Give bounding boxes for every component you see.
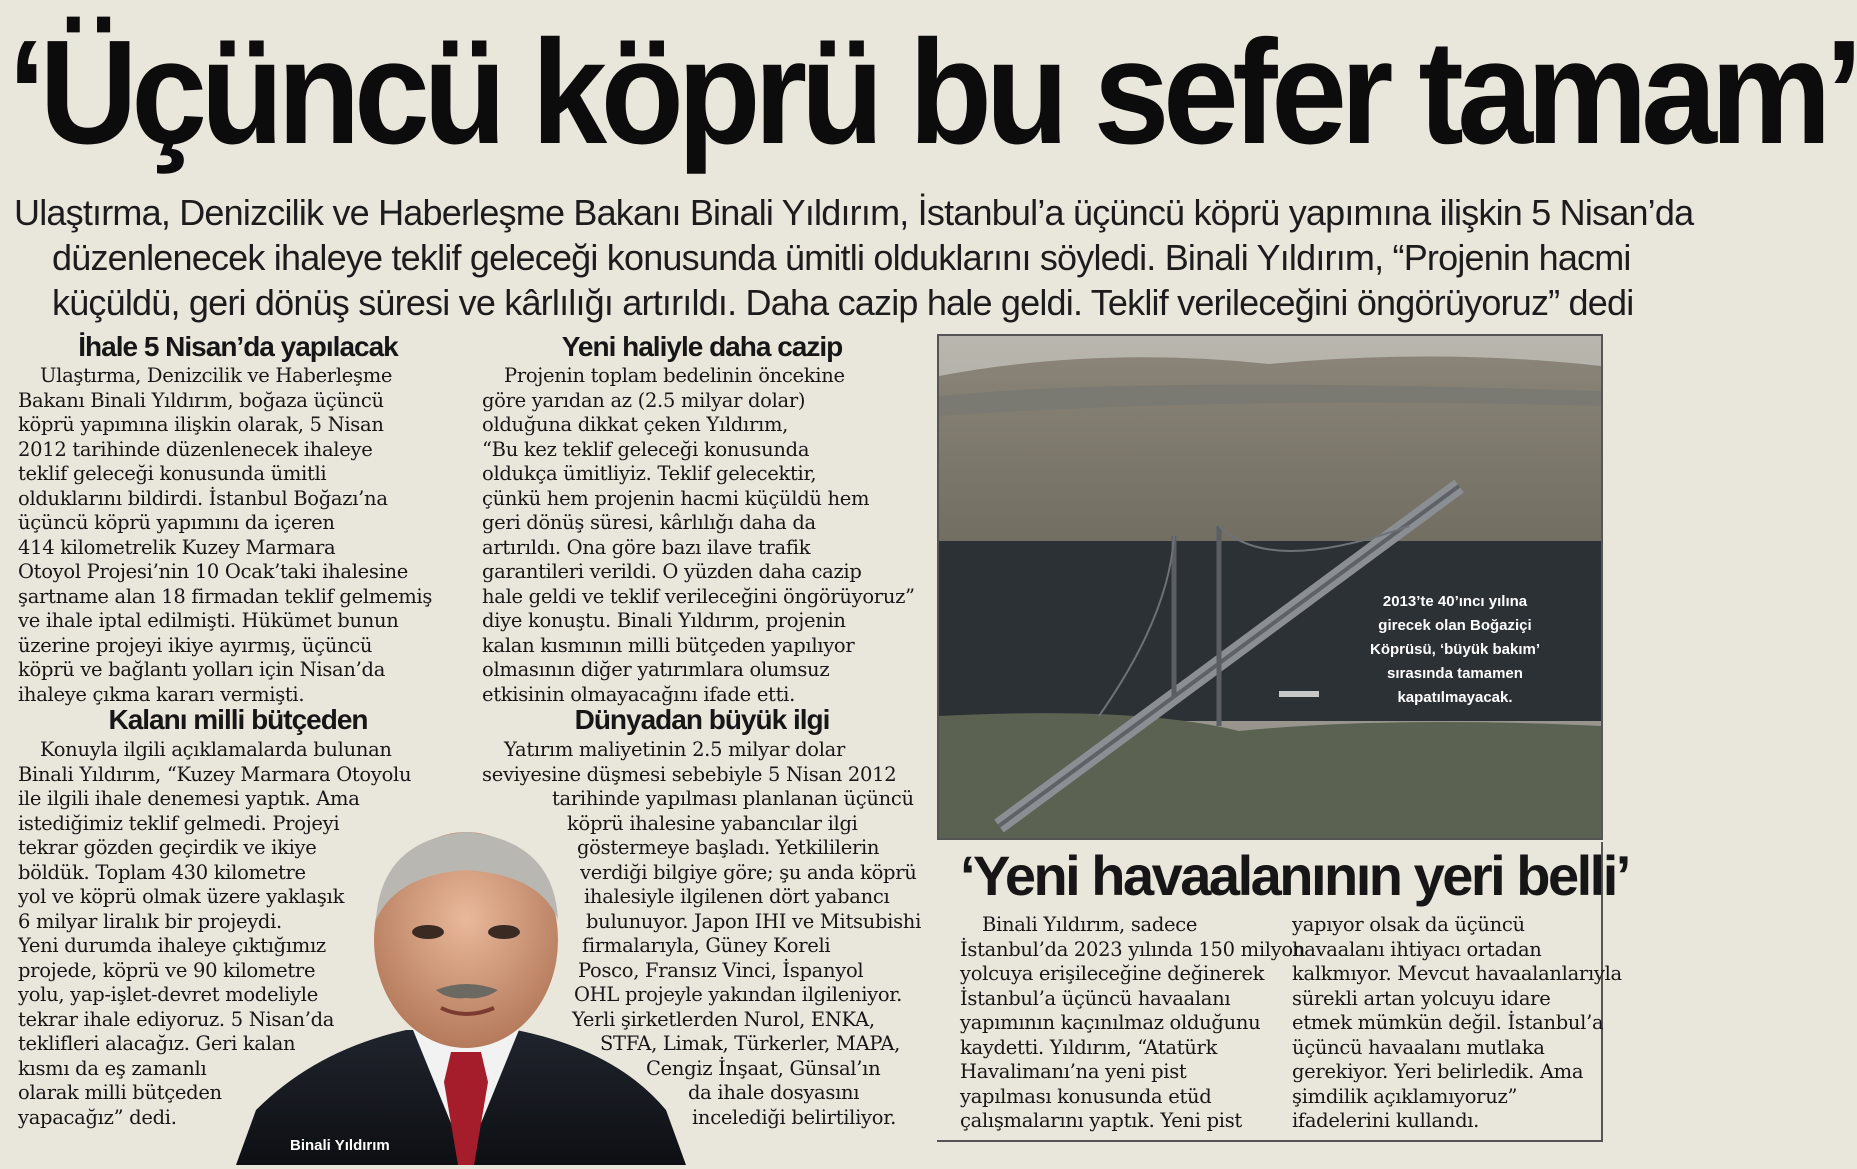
body-line: İstanbul’a üçüncü havaalanı	[960, 986, 1231, 1010]
body-line: havaalanı ihtiyacı ortadan	[1292, 937, 1542, 961]
body-line: gerekiyor. Yeri belirledik. Ama	[1292, 1060, 1584, 1083]
body-line: bulunuyor. Japon IHI ve Mitsubishi	[586, 909, 922, 933]
body-line: diye konuştu. Binali Yıldırım, projenin	[482, 609, 846, 632]
body-line: verdiği bilgiye göre; şu anda köprü	[580, 860, 917, 884]
body-line: da ihale dosyasını	[688, 1081, 860, 1104]
bridge-photo-caption	[1340, 590, 1570, 710]
airport-left-column	[960, 913, 1306, 1134]
body-line: ve ihale iptal edilmişti. Hükümet bunun	[18, 609, 399, 632]
body-line: teklif geleceği konusunda ümitli	[18, 462, 327, 485]
body-line: göre yarıdan az (2.5 milyar dolar)	[482, 388, 806, 412]
body-line: oldukça ümitliyiz. Teklif gelecektir,	[482, 462, 817, 485]
body-line: çalışmalarını yaptık. Yeni pist	[960, 1109, 1242, 1132]
body-line: yol ve köprü olmak üzere yaklaşık	[18, 885, 345, 908]
caption-line: sırasında tamamen	[1387, 665, 1523, 682]
body-line: olarak milli bütçeden	[18, 1081, 222, 1104]
body-line: etmek mümkün değil. İstanbul’a	[1292, 1011, 1604, 1034]
body-line: Yeni durumda ihaleye çıktığımız	[18, 934, 326, 957]
body-line: Ulaştırma, Denizcilik ve Haberleşme	[40, 364, 393, 387]
caption-line: girecek olan Boğaziçi	[1378, 617, 1532, 634]
body-line: Projenin toplam bedelinin öncekine	[504, 364, 845, 387]
body-line: kısmı da eş zamanlı	[18, 1056, 207, 1080]
subheading-ilgi: Dünyadan büyük ilgi	[574, 704, 830, 735]
body-line: incelediği belirtiliyor.	[692, 1105, 896, 1129]
body-line: olduklarını bildirdi. İstanbul Boğazı’na	[18, 486, 388, 510]
body-line: projede, köprü ve 90 kilometre	[18, 958, 316, 982]
body-line: kalkmıyor. Mevcut havaalanlarıyla	[1292, 962, 1622, 985]
body-line: tekrar gözden geçirdik ve ikiye	[18, 836, 317, 859]
body-line: köprü ve bağlantı yolları için Nisan’da	[18, 658, 386, 681]
body-line: yapılması konusunda etüd	[960, 1084, 1212, 1108]
lede-line: küçüldü, geri dönüş süresi ve kârlılığı artırıldı. Daha cazip hale geldi. Teklif verileceğini öngörüyoruz” dedi	[52, 282, 1634, 323]
body-line: ihaleye çıkma kararı vermişti.	[18, 682, 305, 706]
body-line: OHL projeyle yakından ilgileniyor.	[574, 983, 903, 1006]
column-1-body	[18, 364, 468, 707]
body-line: geri dönüş süresi, kârlılığı daha da	[482, 511, 816, 534]
body-line: kalan kısmının milli bütçeden yapılıyor	[482, 633, 855, 657]
body-line: çünkü hem projenin hacmi küçüldü hem	[482, 486, 870, 510]
body-line: 6 milyar liralık bir projeydi.	[18, 909, 282, 933]
body-line: ifadelerini kullandı.	[1292, 1109, 1480, 1132]
body-line: İstanbul’da 2023 yılında 150 milyon	[960, 937, 1306, 961]
body-line: Havalimanı’na yeni pist	[960, 1060, 1187, 1083]
body-line: Binali Yıldırım, sadece	[982, 913, 1198, 936]
column-2b-body	[482, 738, 932, 1130]
body-line: “Bu kez teklif geleceği konusunda	[482, 437, 810, 461]
body-line: firmalarıyla, Güney Koreli	[582, 934, 831, 957]
body-line: şimdilik açıklamıyoruz”	[1292, 1084, 1518, 1108]
body-line: Yatırım maliyetinin 2.5 milyar dolar	[504, 738, 846, 761]
body-line: sürekli artan yolcuyu idare	[1292, 986, 1551, 1010]
airport-heading: ‘Yeni havaalanının yeri belli’	[960, 844, 1629, 907]
body-line: Posco, Fransız Vinci, İspanyol	[578, 958, 864, 982]
caption-line: 2013’te 40’ıncı yılına	[1382, 593, 1528, 610]
body-line: Bakanı Binali Yıldırım, boğaza üçüncü	[18, 388, 384, 412]
lede-line: Ulaştırma, Denizcilik ve Haberleşme Bakanı Binali Yıldırım, İstanbul’a üçüncü köprü yapımına ilişkin 5 Nisan’da	[14, 192, 1694, 233]
body-line: 414 kilometrelik Kuzey Marmara	[18, 535, 336, 559]
body-line: seviyesine düşmesi sebebiyle 5 Nisan 2012	[482, 762, 897, 786]
body-line: Yerli şirketlerden Nurol, ENKA,	[572, 1007, 875, 1031]
body-line: yapacağız” dedi.	[18, 1105, 177, 1129]
body-line: ile ilgili ihale denemesi yaptık. Ama	[18, 787, 360, 810]
body-line: yolcuya erişileceğine değinerek	[960, 962, 1265, 985]
body-line: Cengiz İnşaat, Günsal’ın	[646, 1056, 881, 1080]
bridge-photo	[937, 334, 1603, 840]
body-line: yolu, yap-işlet-devret modeliyle	[18, 983, 318, 1006]
body-line: 2012 tarihinde düzenlenecek ihaleye	[18, 437, 373, 461]
body-line: ihalesiyle ilgilenen dört yabancı	[584, 885, 890, 908]
column-2-body	[482, 364, 932, 707]
body-line: kaydetti. Yıldırım, “Atatürk	[960, 1035, 1218, 1059]
airport-right-column	[1292, 913, 1622, 1134]
body-line: köprü yapımına ilişkin olarak, 5 Nisan	[18, 413, 384, 436]
body-line: olduğuna dikkat çeken Yıldırım,	[482, 413, 789, 436]
body-line: böldük. Toplam 430 kilometre	[18, 860, 306, 884]
body-line: etkisinin olmayacağını ifade etti.	[482, 682, 795, 706]
lede-line: düzenlenecek ihaleye teklif geleceği konusunda ümitli olduklarını söyledi. Binali Yıldırım, “Projenin hacmi	[52, 237, 1631, 278]
subheading-ihale: İhale 5 Nisan’da yapılacak	[78, 331, 398, 362]
body-line: üzerine projeyi ikiye ayırmış, üçüncü	[18, 633, 373, 657]
body-line: istediğimiz teklif gelmedi. Projeyi	[18, 811, 340, 835]
headline: ‘Üçüncü köprü bu sefer tamam’	[8, 10, 1857, 175]
body-line: garantileri verildi. O yüzden daha cazip	[482, 560, 862, 583]
body-line: şartname alan 18 firmadan teklif gelmemiş	[18, 584, 433, 608]
body-line: tekrar ihale ediyoruz. 5 Nisan’da	[18, 1007, 335, 1031]
body-line: teklifleri alacağız. Geri kalan	[18, 1032, 296, 1055]
body-line: yapıyor olsak da üçüncü	[1292, 913, 1525, 936]
portrait-caption: Binali Yıldırım	[290, 1137, 390, 1154]
bridge-illustration	[939, 336, 1601, 838]
body-line: Otoyol Projesi’nin 10 Ocak’taki ihalesine	[18, 560, 409, 583]
subheading-cazip: Yeni haliyle daha cazip	[561, 331, 843, 362]
body-line: artırıldı. Ona göre bazı ilave trafik	[482, 535, 811, 559]
body-line: tarihinde yapılması planlanan üçüncü	[552, 787, 914, 810]
body-line: üçüncü havaalanı mutlaka	[1292, 1035, 1545, 1059]
body-line: yapımının kaçınılmaz olduğunu	[960, 1011, 1261, 1034]
body-line: Binali Yıldırım, “Kuzey Marmara Otoyolu	[18, 762, 412, 786]
caption-line: kapatılmayacak.	[1397, 689, 1513, 706]
body-line: hale geldi ve teklif verileceğini öngörüyoruz”	[482, 584, 915, 608]
body-line: köprü ihalesine yabancılar ilgi	[567, 811, 858, 835]
body-line: üçüncü köprü yapımını da içeren	[18, 511, 335, 534]
subheading-kalani: Kalanı milli bütçeden	[108, 704, 368, 735]
lede	[14, 190, 1694, 325]
body-line: olmasının diğer yatırımlara olumsuz	[482, 658, 830, 681]
body-line: Konuyla ilgili açıklamalarda bulunan	[40, 738, 392, 761]
body-line: göstermeye başladı. Yetkililerin	[577, 836, 880, 859]
caption-line: Köprüsü, ‘büyük bakım’	[1369, 641, 1541, 658]
body-line: STFA, Limak, Türkerler, MAPA,	[600, 1032, 901, 1055]
